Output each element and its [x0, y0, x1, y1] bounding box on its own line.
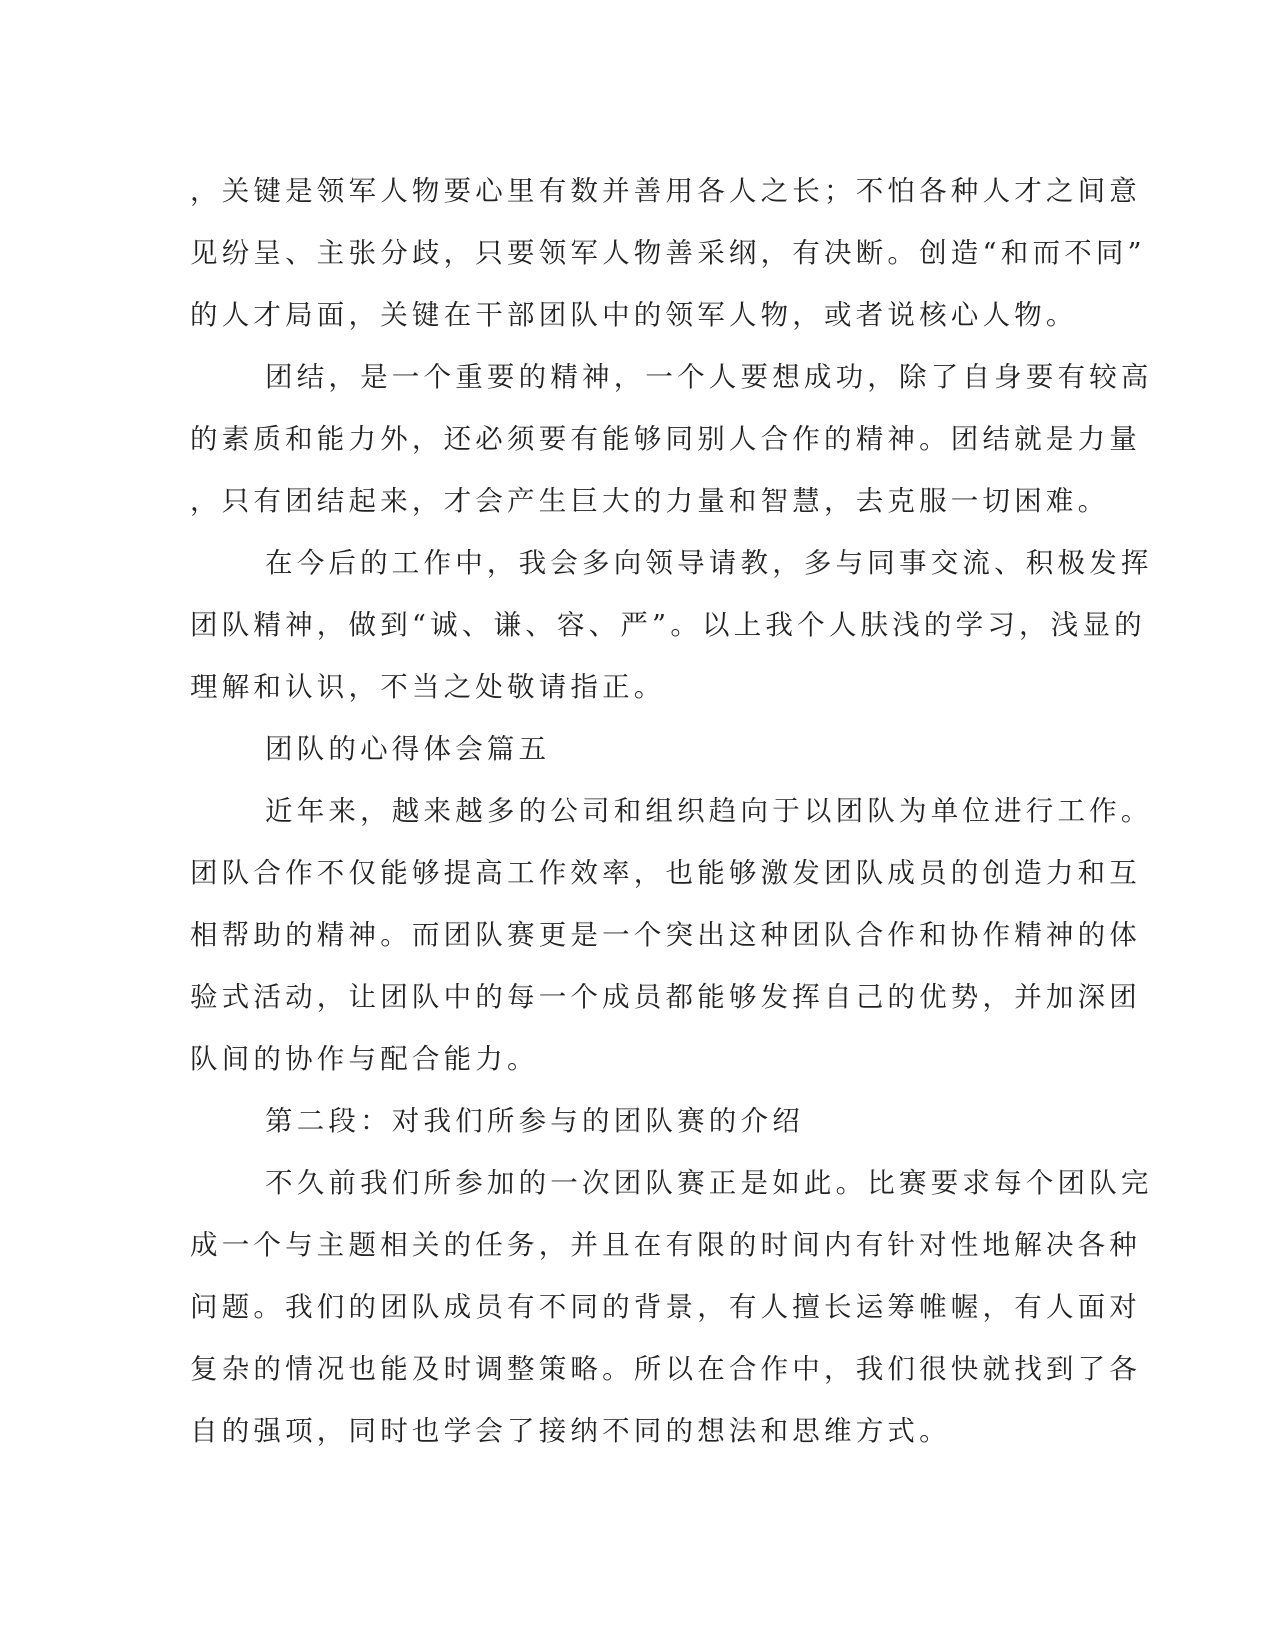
text-line: 的人才局面，关键在干部团队中的领军人物，或者说核心人物。: [190, 299, 1078, 331]
text-line: ，只有团结起来，才会产生巨大的力量和智慧，去克服一切困难。: [190, 485, 1110, 517]
text-line: 问题。我们的团队成员有不同的背景，有人擅长运筹帷幄，有人面对: [190, 1291, 1141, 1323]
text-line: 队间的协作与配合能力。: [190, 1043, 539, 1075]
paragraph-start-line: 团结，是一个重要的精神，一个人要想成功，除了自身要有较高: [265, 361, 1153, 393]
text-line: 见纷呈、主张分歧，只要领军人物善采纲，有决断。创造“和而不同”: [190, 237, 1146, 269]
text-line: ，关键是领军人物要心里有数并善用各人之长；不怕各种人才之间意: [190, 175, 1141, 207]
text-line: 相帮助的精神。而团队赛更是一个突出这种团队合作和协作精神的体: [190, 919, 1141, 951]
text-line: 成一个与主题相关的任务，并且在有限的时间内有针对性地解决各种: [190, 1229, 1141, 1261]
section-heading: 团队的心得体会篇五: [265, 733, 551, 765]
text-line: 理解和认识，不当之处敬请指正。: [190, 671, 666, 703]
paragraph-start-line: 不久前我们所参加的一次团队赛正是如此。比赛要求每个团队完: [265, 1167, 1153, 1199]
paragraph-start-line: 近年来，越来越多的公司和组织趋向于以团队为单位进行工作。: [265, 795, 1153, 827]
paragraph-start-line: 在今后的工作中，我会多向领导请教，多与同事交流、积极发挥: [265, 547, 1153, 579]
text-line: 自的强项，同时也学会了接纳不同的想法和思维方式。: [190, 1415, 951, 1447]
text-line: 团队精神，做到“诚、谦、容、严”。以上我个人肤浅的学习，浅显的: [190, 609, 1146, 641]
text-line: 验式活动，让团队中的每一个成员都能够发挥自己的优势，并加深团: [190, 981, 1141, 1013]
text-line: 团队合作不仅能够提高工作效率，也能够激发团队成员的创造力和互: [190, 857, 1141, 889]
text-line: 的素质和能力外，还必须要有能够同别人合作的精神。团结就是力量: [190, 423, 1141, 455]
document-body: [190, 160, 1153, 1462]
section-heading: 第二段：对我们所参与的团队赛的介绍: [265, 1105, 804, 1137]
text-line: 复杂的情况也能及时调整策略。所以在合作中，我们很快就找到了各: [190, 1353, 1141, 1385]
